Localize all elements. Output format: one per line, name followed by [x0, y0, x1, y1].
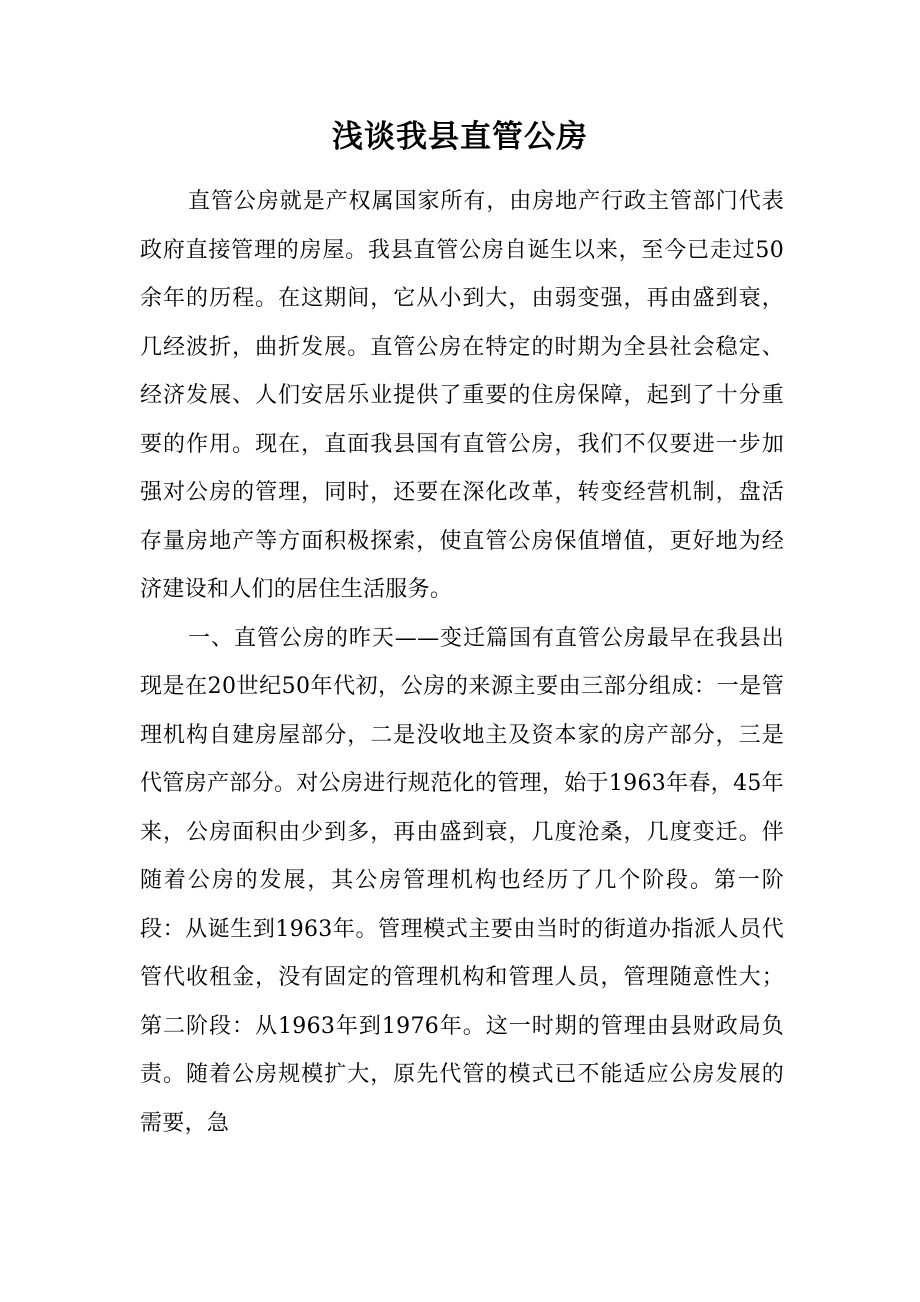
document-body	[140, 178, 784, 1148]
paragraph-history: 一、直管公房的昨天——变迁篇国有直管公房最早在我县出现是在20世纪50年代初，公房的来源主要由三部分组成：一是管理机构自建房屋部分，二是没收地主及资本家的房产部分，三是代管房产部分。对公房进行规范化的管理，始于1963年春，45年来，公房面积由少到多，再由盛到衰，几度沧桑，几度变迁。伴随着公房的发展，其公房管理机构也经历了几个阶段。第一阶段：从诞生到1963年。管理模式主要由当时的街道办指派人员代管代收租金，没有固定的管理机构和管理人员，管理随意性大；第二阶段：从1963年到1976年。这一时期的管理由县财政局负责。随着公房规模扩大，原先代管的模式已不能适应公房发展的需要，急	[140, 625, 784, 1136]
paragraph-intro: 直管公房就是产权属国家所有，由房地产行政主管部门代表政府直接管理的房屋。我县直管公房自诞生以来，至今已走过50余年的历程。在这期间，它从小到大，由弱变强，再由盛到衰，几经波折，曲折发展。直管公房在特定的时期为全县社会稳定、经济发展、人们安居乐业提供了重要的住房保障，起到了十分重要的作用。现在，直面我县国有直管公房，我们不仅要进一步加强对公房的管理，同时，还要在深化改革，转变经营机制，盘活存量房地产等方面积极探索，使直管公房保值增值，更好地为经济建设和人们的居住生活服务。	[140, 189, 784, 602]
document-title: 浅谈我县直管公房	[332, 119, 588, 155]
